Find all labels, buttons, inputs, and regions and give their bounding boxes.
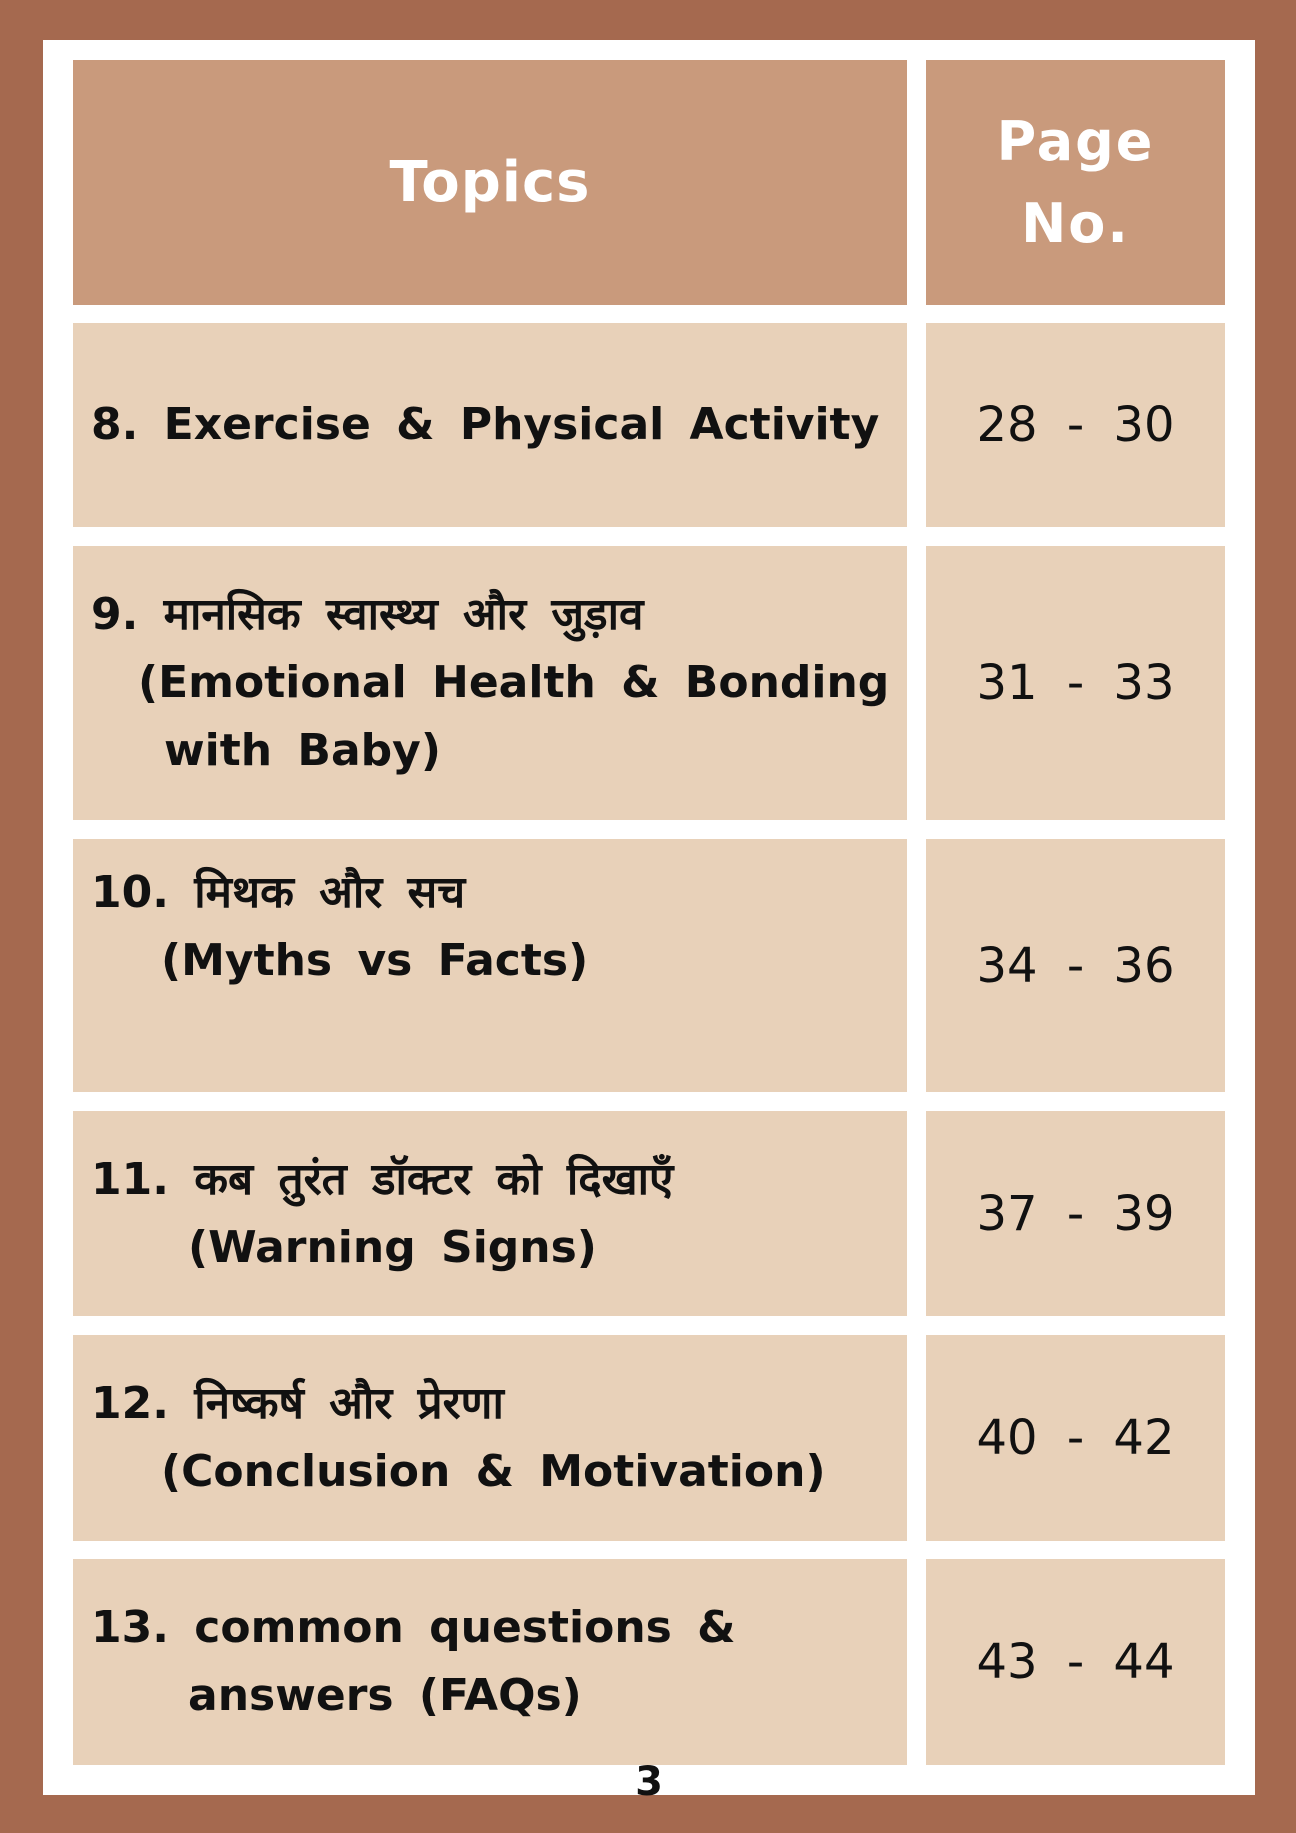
topic-line: 12. निष्कर्ष और प्रेरणा [91, 1378, 504, 1429]
topic-line: 9. मानसिक स्वास्थ्य और जुड़ाव [91, 589, 644, 640]
topic-row-13 [73, 1559, 907, 1765]
topics-header [73, 60, 907, 305]
page-number: 3 [635, 1759, 663, 1805]
page-header-line1: Page [996, 109, 1155, 173]
page-range-text: 34 - 36 [976, 937, 1175, 994]
page-range-12 [926, 1335, 1225, 1541]
page-no-header [926, 60, 1225, 305]
page-range-text: 28 - 30 [976, 397, 1175, 453]
topic-line: (Conclusion & Motivation) [161, 1446, 826, 1497]
topic-row-10 [73, 839, 907, 1092]
page-range-text: 31 - 33 [976, 655, 1175, 711]
topic-line: with Baby) [164, 725, 441, 776]
topic-line: 11. कब तुरंत डॉक्टर को दिखाएँ [91, 1153, 674, 1205]
topic-line: (Warning Signs) [188, 1221, 597, 1273]
topics-header-label: Topics [389, 150, 591, 215]
page-range-text: 43 - 44 [976, 1634, 1175, 1690]
page-range-10 [926, 839, 1225, 1092]
page-range-text: 37 - 39 [976, 1185, 1175, 1242]
page-header-line2: No. [1021, 191, 1130, 255]
topic-row-11 [73, 1111, 907, 1316]
page-range-13 [926, 1559, 1225, 1765]
topic-row-8 [73, 323, 907, 527]
page-range-8 [926, 323, 1225, 527]
page-range-11 [926, 1111, 1225, 1316]
topic-line: 13. common questions & [91, 1602, 736, 1653]
topic-row-12 [73, 1335, 907, 1541]
topic-line: (Myths vs Facts) [161, 935, 589, 986]
topic-line: (Emotional Health & Bonding [138, 657, 890, 708]
topic-row-9 [73, 546, 907, 820]
topic-line: answers (FAQs) [188, 1670, 582, 1721]
toc-page [43, 40, 1255, 1805]
topic-line: 8. Exercise & Physical Activity [91, 399, 880, 450]
topic-line: 10. मिथक और सच [91, 867, 466, 918]
page-range-text: 40 - 42 [976, 1410, 1175, 1466]
page-range-9 [926, 546, 1225, 820]
